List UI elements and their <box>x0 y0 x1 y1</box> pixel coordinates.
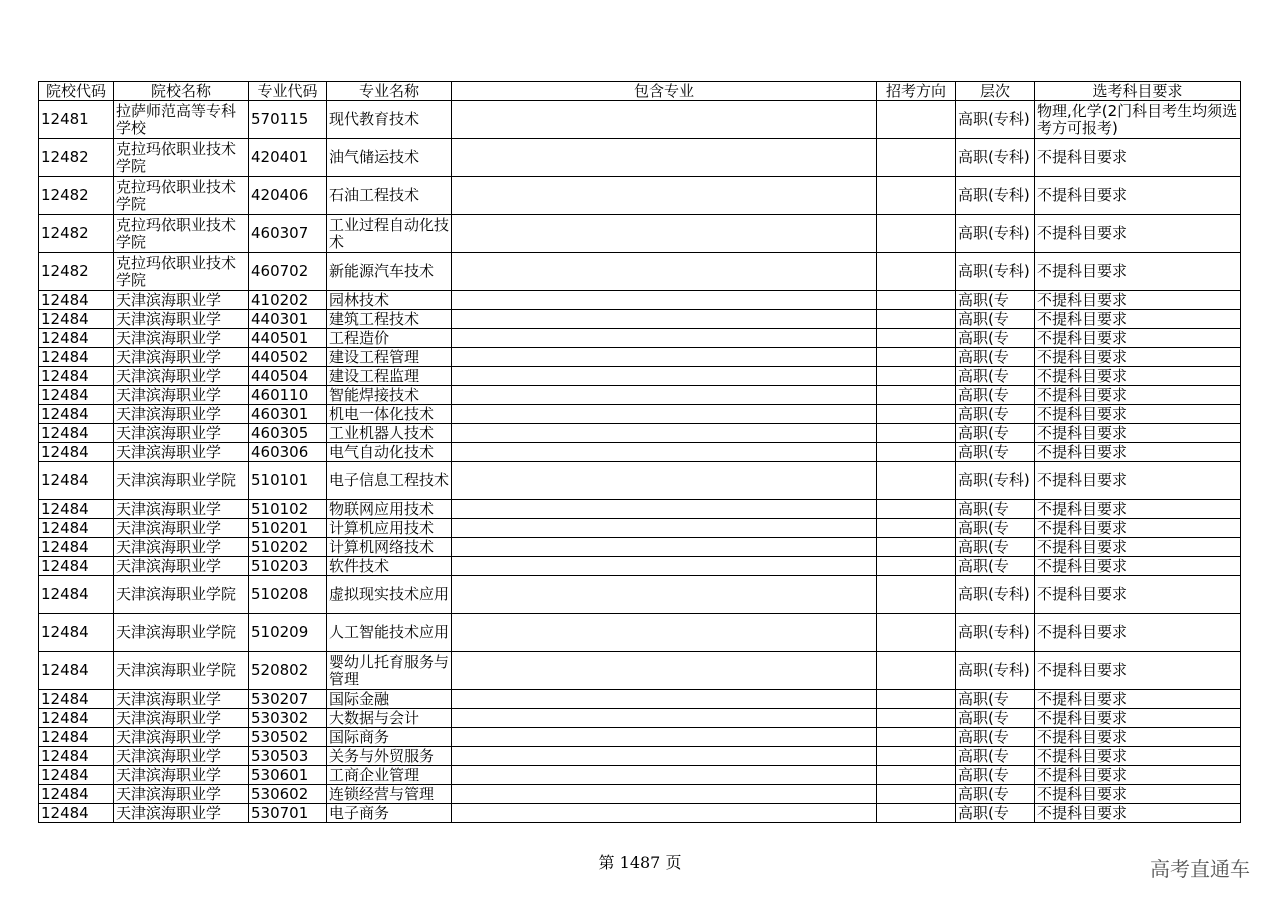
cell-subject-requirements: 不提科目要求 <box>1035 386 1241 405</box>
cell-subject-requirements: 不提科目要求 <box>1035 215 1241 253</box>
cell-major-name: 现代教育技术 <box>327 101 452 139</box>
cell-level: 高职(专科) <box>956 253 1035 291</box>
cell-subject-requirements: 不提科目要求 <box>1035 443 1241 462</box>
header-institution-name: 院校名称 <box>114 82 249 101</box>
table-row <box>39 804 1241 823</box>
cell-level: 高职(专 <box>956 405 1035 424</box>
cell-exam-direction <box>877 747 956 766</box>
table-row <box>39 747 1241 766</box>
cell-exam-direction <box>877 405 956 424</box>
cell-major-name: 物联网应用技术 <box>327 500 452 519</box>
table-row <box>39 253 1241 291</box>
cell-institution-name: 天津滨海职业学 <box>114 424 249 443</box>
cell-subject-requirements: 不提科目要求 <box>1035 576 1241 614</box>
table-row <box>39 310 1241 329</box>
cell-included-majors <box>452 709 877 728</box>
cell-exam-direction <box>877 614 956 652</box>
cell-included-majors <box>452 557 877 576</box>
cell-institution-code: 12481 <box>39 101 114 139</box>
cell-exam-direction <box>877 500 956 519</box>
cell-subject-requirements: 不提科目要求 <box>1035 462 1241 500</box>
cell-included-majors <box>452 766 877 785</box>
cell-institution-name: 克拉玛依职业技术学院 <box>114 139 249 177</box>
cell-included-majors <box>452 804 877 823</box>
cell-major-code: 510202 <box>249 538 327 557</box>
cell-major-code: 530302 <box>249 709 327 728</box>
table-row <box>39 367 1241 386</box>
header-major-code: 专业代码 <box>249 82 327 101</box>
cell-exam-direction <box>877 804 956 823</box>
cell-institution-name: 天津滨海职业学 <box>114 690 249 709</box>
header-included-majors: 包含专业 <box>452 82 877 101</box>
cell-institution-name: 天津滨海职业学 <box>114 291 249 310</box>
cell-institution-name: 拉萨师范高等专科学校 <box>114 101 249 139</box>
cell-exam-direction <box>877 728 956 747</box>
cell-institution-code: 12484 <box>39 690 114 709</box>
cell-level: 高职(专 <box>956 690 1035 709</box>
cell-level: 高职(专 <box>956 500 1035 519</box>
cell-major-name: 国际金融 <box>327 690 452 709</box>
cell-institution-name: 天津滨海职业学 <box>114 310 249 329</box>
cell-institution-code: 12484 <box>39 500 114 519</box>
cell-level: 高职(专科) <box>956 614 1035 652</box>
cell-institution-name: 天津滨海职业学院 <box>114 576 249 614</box>
cell-level: 高职(专 <box>956 386 1035 405</box>
cell-institution-name: 天津滨海职业学 <box>114 538 249 557</box>
cell-major-code: 530207 <box>249 690 327 709</box>
cell-major-code: 510101 <box>249 462 327 500</box>
cell-level: 高职(专科) <box>956 215 1035 253</box>
cell-included-majors <box>452 690 877 709</box>
table-row <box>39 443 1241 462</box>
cell-institution-code: 12484 <box>39 386 114 405</box>
cell-institution-code: 12484 <box>39 652 114 690</box>
cell-exam-direction <box>877 101 956 139</box>
cell-exam-direction <box>877 576 956 614</box>
cell-exam-direction <box>877 538 956 557</box>
cell-level: 高职(专 <box>956 538 1035 557</box>
cell-institution-name: 克拉玛依职业技术学院 <box>114 215 249 253</box>
header-institution-code: 院校代码 <box>39 82 114 101</box>
cell-exam-direction <box>877 329 956 348</box>
cell-exam-direction <box>877 253 956 291</box>
cell-included-majors <box>452 576 877 614</box>
cell-included-majors <box>452 500 877 519</box>
table-row <box>39 785 1241 804</box>
cell-institution-code: 12482 <box>39 253 114 291</box>
cell-exam-direction <box>877 348 956 367</box>
cell-level: 高职(专科) <box>956 652 1035 690</box>
table-row <box>39 139 1241 177</box>
cell-level: 高职(专 <box>956 804 1035 823</box>
cell-institution-code: 12484 <box>39 443 114 462</box>
cell-subject-requirements: 不提科目要求 <box>1035 557 1241 576</box>
cell-subject-requirements: 不提科目要求 <box>1035 538 1241 557</box>
table-row <box>39 538 1241 557</box>
cell-major-code: 420401 <box>249 139 327 177</box>
cell-exam-direction <box>877 139 956 177</box>
cell-subject-requirements: 不提科目要求 <box>1035 348 1241 367</box>
cell-included-majors <box>452 386 877 405</box>
cell-institution-name: 天津滨海职业学 <box>114 785 249 804</box>
cell-included-majors <box>452 177 877 215</box>
cell-major-name: 计算机应用技术 <box>327 519 452 538</box>
cell-major-name: 关务与外贸服务 <box>327 747 452 766</box>
cell-institution-name: 天津滨海职业学院 <box>114 614 249 652</box>
cell-institution-code: 12484 <box>39 367 114 386</box>
cell-level: 高职(专 <box>956 709 1035 728</box>
cell-institution-code: 12484 <box>39 766 114 785</box>
table-row <box>39 766 1241 785</box>
cell-exam-direction <box>877 177 956 215</box>
cell-major-name: 计算机网络技术 <box>327 538 452 557</box>
cell-level: 高职(专 <box>956 291 1035 310</box>
table-row <box>39 348 1241 367</box>
table-row <box>39 690 1241 709</box>
cell-included-majors <box>452 139 877 177</box>
cell-included-majors <box>452 310 877 329</box>
table-row <box>39 614 1241 652</box>
cell-major-name: 建设工程管理 <box>327 348 452 367</box>
cell-major-name: 建设工程监理 <box>327 367 452 386</box>
cell-major-code: 460307 <box>249 215 327 253</box>
cell-included-majors <box>452 519 877 538</box>
cell-subject-requirements: 不提科目要求 <box>1035 690 1241 709</box>
table-row <box>39 215 1241 253</box>
cell-major-name: 新能源汽车技术 <box>327 253 452 291</box>
cell-institution-name: 天津滨海职业学 <box>114 747 249 766</box>
cell-major-code: 520802 <box>249 652 327 690</box>
header-row <box>39 82 1241 101</box>
cell-major-name: 工业机器人技术 <box>327 424 452 443</box>
cell-institution-code: 12484 <box>39 785 114 804</box>
cell-institution-code: 12484 <box>39 310 114 329</box>
table-row <box>39 709 1241 728</box>
watermark: 高考直通车 <box>1150 857 1250 881</box>
cell-major-name: 电子商务 <box>327 804 452 823</box>
cell-included-majors <box>452 652 877 690</box>
cell-institution-code: 12482 <box>39 215 114 253</box>
cell-major-code: 460110 <box>249 386 327 405</box>
cell-included-majors <box>452 728 877 747</box>
cell-major-name: 电气自动化技术 <box>327 443 452 462</box>
cell-major-name: 软件技术 <box>327 557 452 576</box>
table-row <box>39 177 1241 215</box>
cell-major-code: 530502 <box>249 728 327 747</box>
admissions-table <box>38 81 1241 823</box>
cell-subject-requirements: 不提科目要求 <box>1035 804 1241 823</box>
cell-major-code: 510208 <box>249 576 327 614</box>
cell-institution-code: 12484 <box>39 405 114 424</box>
cell-institution-name: 克拉玛依职业技术学院 <box>114 253 249 291</box>
cell-exam-direction <box>877 462 956 500</box>
cell-exam-direction <box>877 652 956 690</box>
cell-subject-requirements: 不提科目要求 <box>1035 766 1241 785</box>
table-row <box>39 424 1241 443</box>
cell-included-majors <box>452 291 877 310</box>
table-row <box>39 557 1241 576</box>
cell-level: 高职(专 <box>956 766 1035 785</box>
cell-institution-code: 12482 <box>39 139 114 177</box>
cell-institution-code: 12484 <box>39 291 114 310</box>
cell-major-code: 530601 <box>249 766 327 785</box>
cell-level: 高职(专科) <box>956 576 1035 614</box>
table-row <box>39 652 1241 690</box>
table-row <box>39 500 1241 519</box>
cell-major-code: 410202 <box>249 291 327 310</box>
cell-institution-code: 12484 <box>39 424 114 443</box>
table-row <box>39 728 1241 747</box>
cell-level: 高职(专 <box>956 329 1035 348</box>
table-row <box>39 405 1241 424</box>
cell-included-majors <box>452 253 877 291</box>
cell-major-code: 510201 <box>249 519 327 538</box>
cell-major-code: 460301 <box>249 405 327 424</box>
cell-subject-requirements: 不提科目要求 <box>1035 652 1241 690</box>
cell-included-majors <box>452 614 877 652</box>
table-row <box>39 101 1241 139</box>
cell-institution-name: 天津滨海职业学 <box>114 386 249 405</box>
cell-subject-requirements: 不提科目要求 <box>1035 329 1241 348</box>
cell-level: 高职(专科) <box>956 101 1035 139</box>
cell-subject-requirements: 物理,化学(2门科目考生均须选考方可报考) <box>1035 101 1241 139</box>
cell-exam-direction <box>877 443 956 462</box>
cell-institution-name: 天津滨海职业学 <box>114 766 249 785</box>
cell-subject-requirements: 不提科目要求 <box>1035 177 1241 215</box>
header-level: 层次 <box>956 82 1035 101</box>
cell-included-majors <box>452 215 877 253</box>
cell-major-code: 510209 <box>249 614 327 652</box>
cell-institution-code: 12484 <box>39 804 114 823</box>
cell-major-code: 530602 <box>249 785 327 804</box>
cell-major-name: 人工智能技术应用 <box>327 614 452 652</box>
cell-major-name: 建筑工程技术 <box>327 310 452 329</box>
cell-included-majors <box>452 747 877 766</box>
cell-level: 高职(专 <box>956 728 1035 747</box>
cell-major-code: 420406 <box>249 177 327 215</box>
cell-subject-requirements: 不提科目要求 <box>1035 405 1241 424</box>
header-major-name: 专业名称 <box>327 82 452 101</box>
cell-major-code: 510203 <box>249 557 327 576</box>
cell-major-name: 虚拟现实技术应用 <box>327 576 452 614</box>
cell-institution-code: 12484 <box>39 709 114 728</box>
cell-major-code: 530503 <box>249 747 327 766</box>
cell-institution-code: 12484 <box>39 329 114 348</box>
cell-subject-requirements: 不提科目要求 <box>1035 367 1241 386</box>
table-row <box>39 576 1241 614</box>
cell-level: 高职(专 <box>956 310 1035 329</box>
cell-major-code: 570115 <box>249 101 327 139</box>
cell-institution-code: 12484 <box>39 614 114 652</box>
header-subject-requirements: 选考科目要求 <box>1035 82 1241 101</box>
cell-included-majors <box>452 329 877 348</box>
cell-exam-direction <box>877 424 956 443</box>
cell-institution-name: 天津滨海职业学 <box>114 405 249 424</box>
cell-institution-code: 12484 <box>39 557 114 576</box>
cell-level: 高职(专 <box>956 785 1035 804</box>
cell-major-name: 大数据与会计 <box>327 709 452 728</box>
cell-exam-direction <box>877 519 956 538</box>
cell-level: 高职(专 <box>956 367 1035 386</box>
cell-institution-code: 12484 <box>39 538 114 557</box>
cell-major-name: 智能焊接技术 <box>327 386 452 405</box>
cell-included-majors <box>452 348 877 367</box>
cell-institution-name: 天津滨海职业学 <box>114 443 249 462</box>
cell-institution-name: 天津滨海职业学 <box>114 709 249 728</box>
cell-institution-name: 天津滨海职业学院 <box>114 652 249 690</box>
table-row <box>39 462 1241 500</box>
cell-major-name: 园林技术 <box>327 291 452 310</box>
cell-subject-requirements: 不提科目要求 <box>1035 519 1241 538</box>
cell-institution-name: 天津滨海职业学 <box>114 329 249 348</box>
cell-major-name: 油气储运技术 <box>327 139 452 177</box>
cell-subject-requirements: 不提科目要求 <box>1035 310 1241 329</box>
cell-level: 高职(专 <box>956 557 1035 576</box>
cell-included-majors <box>452 101 877 139</box>
cell-major-code: 460305 <box>249 424 327 443</box>
cell-institution-name: 天津滨海职业学 <box>114 804 249 823</box>
cell-level: 高职(专 <box>956 348 1035 367</box>
cell-major-name: 工程造价 <box>327 329 452 348</box>
cell-institution-name: 天津滨海职业学 <box>114 500 249 519</box>
cell-institution-code: 12484 <box>39 348 114 367</box>
cell-exam-direction <box>877 785 956 804</box>
table-row <box>39 519 1241 538</box>
cell-included-majors <box>452 538 877 557</box>
cell-included-majors <box>452 785 877 804</box>
cell-institution-name: 天津滨海职业学 <box>114 519 249 538</box>
cell-major-code: 460306 <box>249 443 327 462</box>
table-row <box>39 291 1241 310</box>
cell-exam-direction <box>877 709 956 728</box>
cell-exam-direction <box>877 766 956 785</box>
cell-included-majors <box>452 424 877 443</box>
table-body <box>39 101 1241 823</box>
cell-institution-name: 天津滨海职业学院 <box>114 462 249 500</box>
cell-major-name: 工业过程自动化技术 <box>327 215 452 253</box>
cell-level: 高职(专科) <box>956 177 1035 215</box>
cell-level: 高职(专科) <box>956 139 1035 177</box>
cell-major-name: 国际商务 <box>327 728 452 747</box>
cell-institution-code: 12484 <box>39 576 114 614</box>
cell-included-majors <box>452 443 877 462</box>
cell-subject-requirements: 不提科目要求 <box>1035 139 1241 177</box>
cell-institution-code: 12484 <box>39 728 114 747</box>
cell-exam-direction <box>877 690 956 709</box>
cell-major-code: 440501 <box>249 329 327 348</box>
cell-level: 高职(专 <box>956 443 1035 462</box>
cell-major-name: 机电一体化技术 <box>327 405 452 424</box>
cell-major-code: 530701 <box>249 804 327 823</box>
cell-institution-name: 天津滨海职业学 <box>114 557 249 576</box>
cell-included-majors <box>452 462 877 500</box>
cell-institution-name: 克拉玛依职业技术学院 <box>114 177 249 215</box>
cell-level: 高职(专 <box>956 424 1035 443</box>
cell-subject-requirements: 不提科目要求 <box>1035 747 1241 766</box>
cell-subject-requirements: 不提科目要求 <box>1035 785 1241 804</box>
cell-included-majors <box>452 405 877 424</box>
cell-level: 高职(专科) <box>956 462 1035 500</box>
cell-major-code: 440504 <box>249 367 327 386</box>
cell-institution-name: 天津滨海职业学 <box>114 728 249 747</box>
cell-major-name: 工商企业管理 <box>327 766 452 785</box>
cell-major-code: 510102 <box>249 500 327 519</box>
cell-exam-direction <box>877 367 956 386</box>
table-row <box>39 329 1241 348</box>
header-exam-direction: 招考方向 <box>877 82 956 101</box>
cell-exam-direction <box>877 557 956 576</box>
cell-level: 高职(专 <box>956 519 1035 538</box>
cell-included-majors <box>452 367 877 386</box>
cell-subject-requirements: 不提科目要求 <box>1035 500 1241 519</box>
cell-institution-code: 12484 <box>39 519 114 538</box>
cell-institution-code: 12482 <box>39 177 114 215</box>
cell-major-name: 电子信息工程技术 <box>327 462 452 500</box>
cell-major-code: 460702 <box>249 253 327 291</box>
cell-major-name: 连锁经营与管理 <box>327 785 452 804</box>
cell-subject-requirements: 不提科目要求 <box>1035 291 1241 310</box>
cell-subject-requirements: 不提科目要求 <box>1035 253 1241 291</box>
cell-major-name: 婴幼儿托育服务与管理 <box>327 652 452 690</box>
cell-institution-code: 12484 <box>39 462 114 500</box>
cell-exam-direction <box>877 386 956 405</box>
cell-subject-requirements: 不提科目要求 <box>1035 614 1241 652</box>
page-number: 第 1487 页 <box>598 853 682 872</box>
cell-institution-code: 12484 <box>39 747 114 766</box>
cell-exam-direction <box>877 291 956 310</box>
cell-exam-direction <box>877 215 956 253</box>
cell-institution-name: 天津滨海职业学 <box>114 367 249 386</box>
table-row <box>39 386 1241 405</box>
cell-subject-requirements: 不提科目要求 <box>1035 709 1241 728</box>
cell-institution-name: 天津滨海职业学 <box>114 348 249 367</box>
cell-subject-requirements: 不提科目要求 <box>1035 424 1241 443</box>
cell-level: 高职(专 <box>956 747 1035 766</box>
cell-exam-direction <box>877 310 956 329</box>
cell-major-code: 440502 <box>249 348 327 367</box>
cell-major-code: 440301 <box>249 310 327 329</box>
cell-subject-requirements: 不提科目要求 <box>1035 728 1241 747</box>
cell-major-name: 石油工程技术 <box>327 177 452 215</box>
